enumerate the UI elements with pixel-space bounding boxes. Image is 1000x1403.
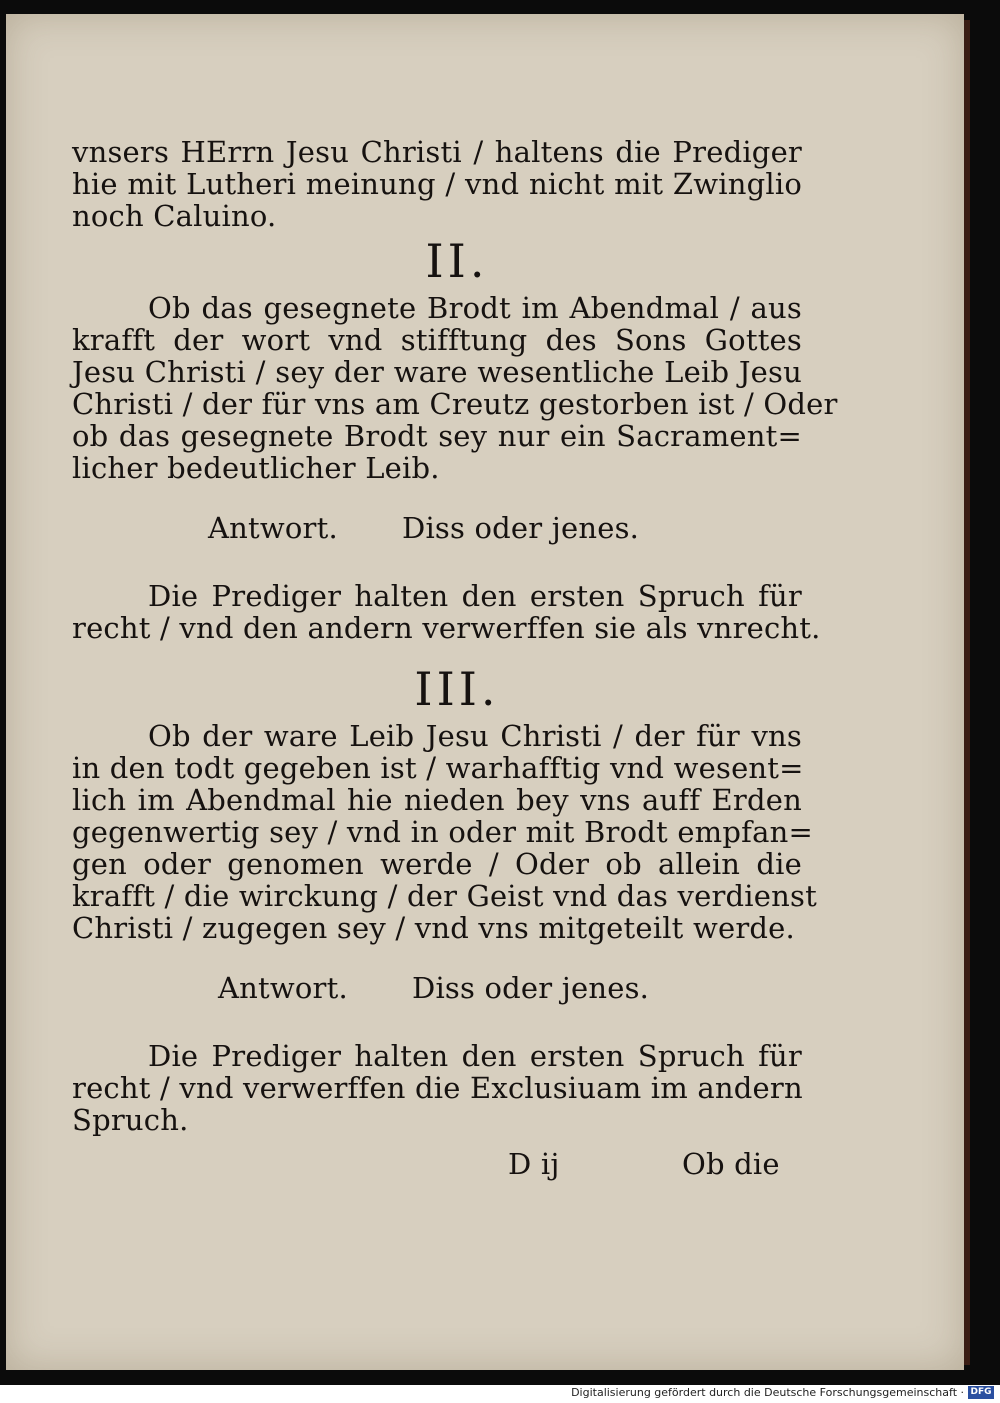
text-line: hie mit Lutheri meinung / vnd nicht mit Zwinglio — [72, 167, 802, 201]
footer-credit: Digitalisierung gefördert durch die Deutsche Forschungsgemeinschaft · — [571, 1386, 964, 1399]
text-line: Spruch. — [72, 1103, 189, 1137]
section-heading-iii: III. — [414, 662, 500, 716]
text-line: licher bedeutlicher Leib. — [72, 451, 440, 485]
text-line: noch Caluino. — [72, 199, 277, 233]
signature-row — [72, 1148, 802, 1188]
text-line: lich im Abendmal hie nieden bey vns auff Erden — [72, 783, 802, 817]
text-line: Christi / der für vns am Creutz gestorben ist / Oder — [72, 387, 838, 421]
text-line: Die Prediger halten den ersten Spruch für — [148, 1039, 802, 1073]
signature-mark: D ij — [508, 1147, 560, 1181]
answer-row — [72, 972, 802, 1012]
text-line: krafft der wort vnd stifftung des Sons Gottes — [72, 323, 802, 357]
text-line: recht / vnd den andern verwerffen sie als vnrecht. — [72, 611, 821, 645]
text-line: ob das gesegnete Brodt sey nur ein Sacrament= — [72, 419, 802, 453]
answer-value: Diss oder jenes. — [402, 511, 640, 545]
answer-row — [72, 512, 802, 552]
text-line: Die Prediger halten den ersten Spruch für — [148, 579, 802, 613]
text-line: Ob der ware Leib Jesu Christi / der für vns — [148, 719, 802, 753]
text-line: Jesu Christi / sey der ware wesentliche Leib Jesu — [72, 355, 802, 389]
text-line: Ob das gesegnete Brodt im Abendmal / aus — [148, 291, 802, 325]
section-heading-ii: II. — [425, 234, 489, 288]
dfg-logo: DFG — [968, 1386, 994, 1399]
page-text — [72, 135, 838, 1188]
text-line: krafft / die wirckung / der Geist vnd das verdienst — [72, 879, 817, 913]
text-line: Christi / zugegen sey / vnd vns mitgeteilt werde. — [72, 911, 795, 945]
text-line: vnsers HErrn Jesu Christi / haltens die Prediger — [72, 135, 802, 169]
answer-label: Antwort. — [208, 511, 338, 545]
text-line: recht / vnd verwerffen die Exclusiuam im andern — [72, 1071, 803, 1105]
text-line: gen oder genomen werde / Oder ob allein die — [72, 847, 802, 881]
page-edge — [964, 20, 970, 1365]
text-line: in den todt gegeben ist / warhafftig vnd wesent= — [72, 751, 804, 785]
answer-label: Antwort. — [218, 971, 348, 1005]
answer-value: Diss oder jenes. — [412, 971, 650, 1005]
catchword: Ob die — [682, 1147, 780, 1181]
text-line: gegenwertig sey / vnd in oder mit Brodt empfan= — [72, 815, 813, 849]
